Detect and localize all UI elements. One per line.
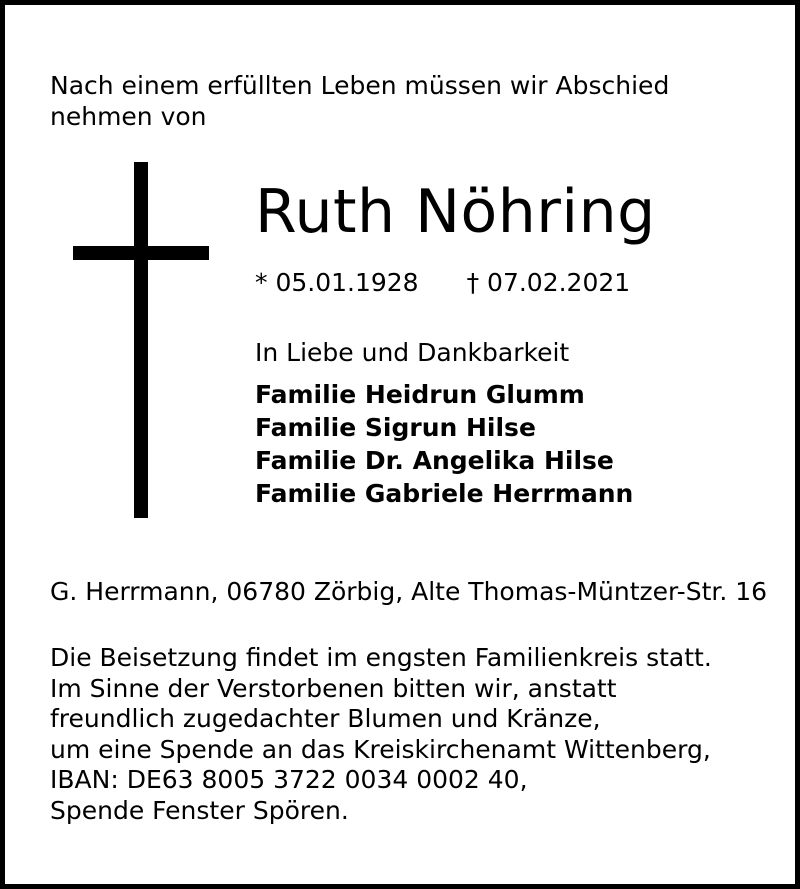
notice-line: um eine Spende an das Kreiskirchenamt Wittenberg, [50,734,711,764]
family-item: Familie Heidrun Glumm [255,380,585,409]
notice-line: freundlich zugedachter Blumen und Kränze, [50,704,601,733]
intro-line-1: Nach einem erfüllten Leben müssen wir Abschied [50,71,670,100]
deceased-name: Ruth Nöhring [255,177,656,247]
funeral-notice [50,643,770,826]
intro-line-2: nehmen von [50,102,207,131]
notice-line: Spende Fenster Spören. [50,795,349,825]
notice-line: IBAN: DE63 8005 3722 0034 0002 40, [50,765,528,794]
death-date: † 07.02.2021 [466,268,631,297]
family-item: Familie Sigrun Hilse [255,413,536,442]
life-dates [255,268,630,298]
notice-line: Im Sinne der Verstorbenen bitten wir, anstatt [50,673,617,703]
family-item: Familie Dr. Angelika Hilse [255,446,614,475]
farewell-line: In Liebe und Dankbarkeit [255,338,570,367]
family-item: Familie Gabriele Herrmann [255,479,634,508]
cross-vertical-bar [134,162,148,518]
cross-icon [73,162,209,518]
cross-horizontal-bar [73,246,209,260]
family-list [255,378,633,510]
birth-date: * 05.01.1928 [255,268,419,297]
intro-text [50,70,750,132]
contact-address: G. Herrmann, 06780 Zörbig, Alte Thomas-Müntzer-Str. 16 [50,577,768,606]
notice-line: Die Beisetzung findet im engsten Familienkreis statt. [50,643,712,672]
